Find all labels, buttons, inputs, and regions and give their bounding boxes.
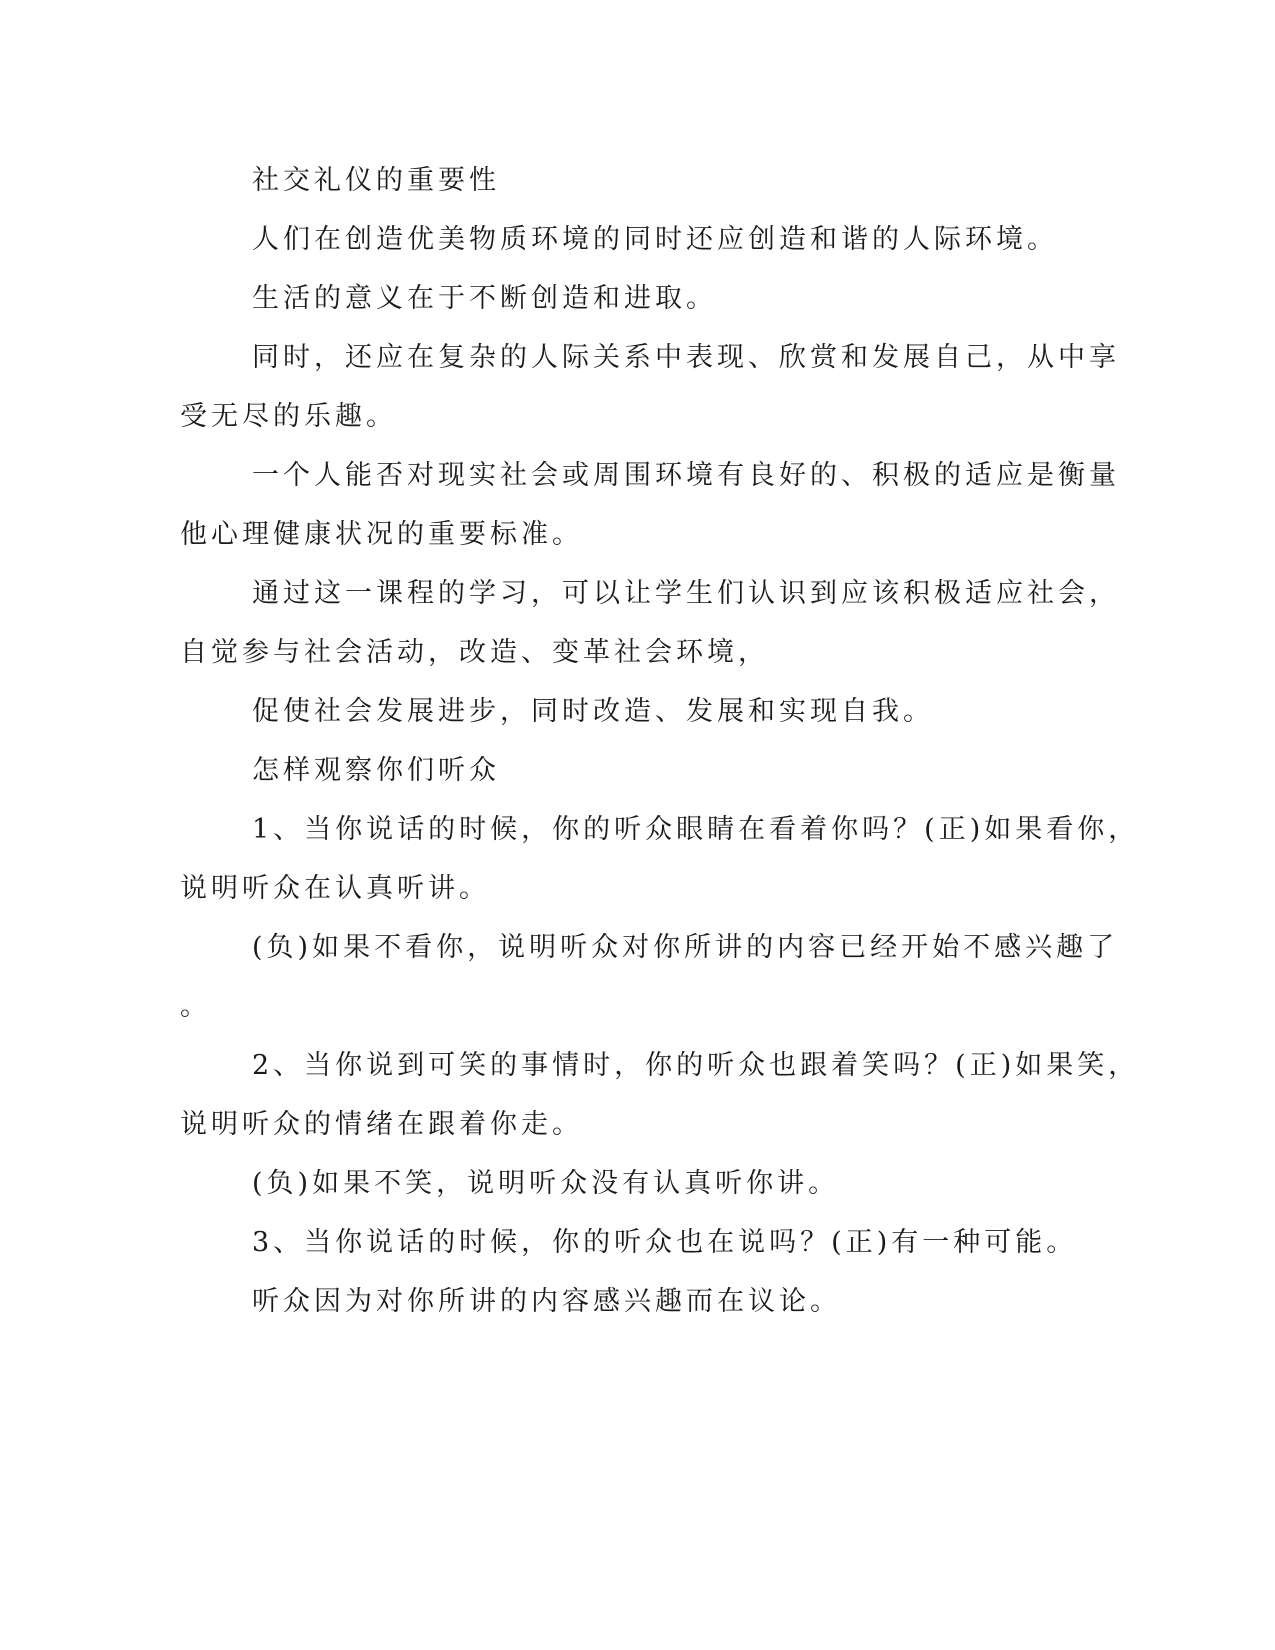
paragraph-line: 。 xyxy=(180,991,211,1022)
paragraph-line: 3、当你说话的时候，你的听众也在说吗？(正)有一种可能。 xyxy=(252,1227,1078,1258)
paragraph-line: 自觉参与社会活动，改造、变革社会环境， xyxy=(180,637,769,668)
heading-social-etiquette: 社交礼仪的重要性 xyxy=(252,165,500,196)
paragraph-line: 他心理健康状况的重要标准。 xyxy=(180,519,583,550)
paragraph-line: 2、当你说到可笑的事情时，你的听众也跟着笑吗？(正)如果笑， xyxy=(252,1050,1140,1081)
heading-observe-audience: 怎样观察你们听众 xyxy=(252,755,500,786)
paragraph-line: 生活的意义在于不断创造和进取。 xyxy=(252,283,717,314)
paragraph-line: (负)如果不看你，说明听众对你所讲的内容已经开始不感兴趣了 xyxy=(252,932,1119,963)
paragraph-line: 一个人能否对现实社会或周围环境有良好的、积极的适应是衡量 xyxy=(252,460,1120,491)
paragraph-line: (负)如果不笑，说明听众没有认真听你讲。 xyxy=(252,1168,840,1199)
paragraph-line: 说明听众的情绪在跟着你走。 xyxy=(180,1109,583,1140)
paragraph-line: 人们在创造优美物质环境的同时还应创造和谐的人际环境。 xyxy=(252,224,1058,255)
paragraph-line: 1、当你说话的时候，你的听众眼睛在看着你吗？(正)如果看你， xyxy=(252,814,1140,845)
paragraph-line: 促使社会发展进步，同时改造、发展和实现自我。 xyxy=(252,696,934,727)
paragraph-line: 说明听众在认真听讲。 xyxy=(180,873,490,904)
paragraph-line: 听众因为对你所讲的内容感兴趣而在议论。 xyxy=(252,1286,841,1317)
paragraph-line: 同时，还应在复杂的人际关系中表现、欣赏和发展自己，从中享 xyxy=(252,342,1120,373)
paragraph-line: 受无尽的乐趣。 xyxy=(180,401,397,432)
paragraph-line: 通过这一课程的学习，可以让学生们认识到应该积极适应社会， xyxy=(252,578,1120,609)
